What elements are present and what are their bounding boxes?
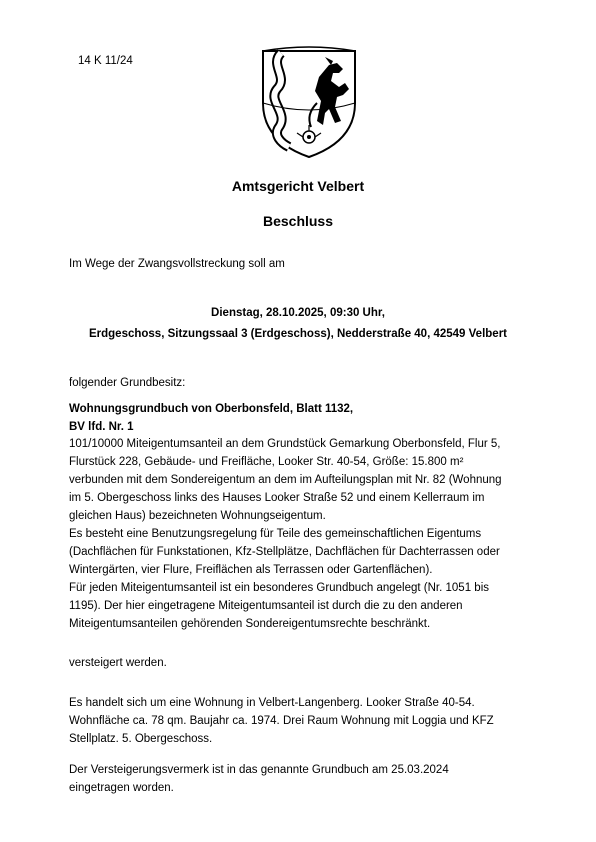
description-line: im 5. Obergeschoss links des Hauses Looker Straße 52 und einem Kellerraum im <box>69 492 485 504</box>
intro-text: Im Wege der Zwangsvollstreckung soll am <box>69 258 285 270</box>
description-line: 101/10000 Miteigentumsanteil an dem Grundstück Gemarkung Oberbonsfeld, Flur 5, <box>69 438 501 450</box>
case-number: 14 K 11/24 <box>78 55 133 67</box>
court-name: Amtsgericht Velbert <box>231 178 365 194</box>
property-label: folgender Grundbesitz: <box>69 377 186 389</box>
auction-text: versteigert werden. <box>69 657 167 669</box>
details-line: Es handelt sich um eine Wohnung in Velbert-Langenberg. Looker Straße 40-54. <box>69 697 475 709</box>
appointment-date-time: Dienstag, 28.10.2025, 09:30 Uhr, <box>211 307 385 319</box>
registration-line: Der Versteigerungsvermerk ist in das genannte Grundbuch am 25.03.2024 <box>69 764 449 776</box>
description-line: Es besteht eine Benutzungsregelung für Teile des gemeinschaftlichen Eigentums <box>69 528 482 540</box>
register-entry: BV lfd. Nr. 1 <box>69 421 134 433</box>
document-title: Beschluss <box>262 213 334 229</box>
description-line: Flurstück 228, Gebäude- und Freifläche, Looker Str. 40-54, Größe: 15.800 m² <box>69 456 464 468</box>
registration-line: eingetragen worden. <box>69 782 174 794</box>
description-line: (Dachflächen für Funkstationen, Kfz-Stellplätze, Dachflächen für Dachterrassen oder <box>69 546 500 558</box>
details-line: Wohnfläche ca. 78 qm. Baujahr ca. 1974. Drei Raum Wohnung mit Loggia und KFZ <box>69 715 494 727</box>
land-register: Wohnungsgrundbuch von Oberbonsfeld, Blatt 1132, <box>69 403 354 415</box>
description-line: Wintergärten, vier Flure, Freiflächen als Terrassen oder Gartenflächen). <box>69 564 433 576</box>
description-line: Miteigentumsanteilen gehörenden Sondereigentumsrechte beschränkt. <box>69 618 431 630</box>
coat-of-arms-nrw <box>259 43 359 161</box>
description-line: 1195). Der hier eingetragene Miteigentumsanteil ist durch die zu den anderen <box>69 600 463 612</box>
appointment-location: Erdgeschoss, Sitzungssaal 3 (Erdgeschoss), Nedderstraße 40, 42549 Velbert <box>88 328 507 340</box>
description-line: gleichen Haus) bezeichneten Wohnungseigentum. <box>69 510 326 522</box>
description-line: Für jeden Miteigentumsanteil ist ein besonderes Grundbuch angelegt (Nr. 1051 bis <box>69 582 489 594</box>
description-line: verbunden mit dem Sondereigentum an dem im Aufteilungsplan mit Nr. 82 (Wohnung <box>69 474 502 486</box>
details-line: Stellplatz. 5. Obergeschoss. <box>69 733 213 745</box>
